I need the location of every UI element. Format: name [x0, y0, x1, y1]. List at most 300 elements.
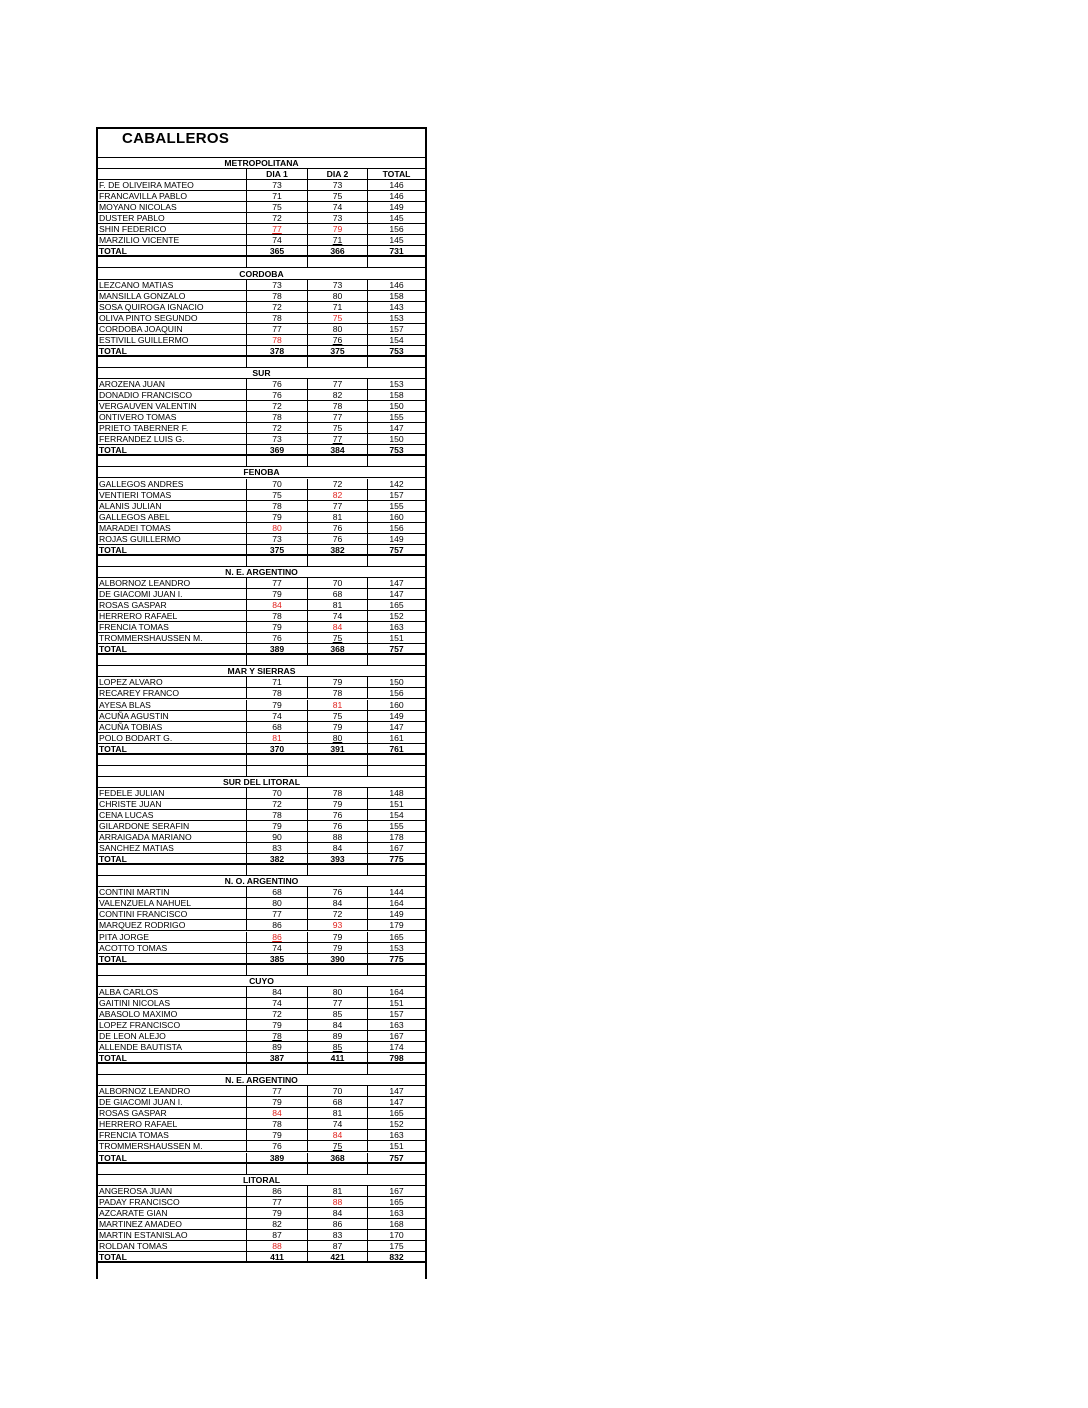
player-name: CONTINI FRANCISCO — [99, 909, 188, 920]
player-name: TROMMERSHAUSSEN M. — [99, 1141, 203, 1152]
score-dia1: 77 — [246, 224, 307, 235]
score-dia2: 81 — [307, 600, 367, 611]
score-dia1: 74 — [246, 711, 307, 722]
score-total: 179 — [367, 920, 425, 931]
column-header-dia1: DIA 1 — [246, 169, 307, 180]
score-dia2: 75 — [307, 191, 367, 202]
score-dia1: 88 — [246, 1241, 307, 1252]
score-dia2: 75 — [307, 633, 367, 644]
score-dia2: 76 — [307, 335, 367, 346]
total-row — [98, 545, 425, 556]
player-row — [98, 1097, 425, 1108]
score-total: 160 — [367, 512, 425, 523]
score-dia1: 71 — [246, 677, 307, 688]
player-name: ROSAS GASPAR — [99, 600, 167, 610]
spacer-row — [98, 965, 425, 976]
score-dia2: 77 — [307, 379, 367, 390]
score-total: 158 — [367, 291, 425, 302]
score-total: 151 — [367, 998, 425, 1009]
score-dia1: 72 — [246, 213, 307, 224]
score-dia2: 81 — [307, 1186, 367, 1197]
player-name: PADAY FRANCISCO — [99, 1196, 180, 1207]
score-total: 164 — [367, 898, 425, 909]
score-total: 163 — [367, 1130, 425, 1141]
spacer-row-cell-3 — [367, 456, 425, 467]
player-row — [98, 943, 425, 954]
player-row — [98, 235, 425, 246]
player-row — [98, 534, 425, 545]
score-dia2: 93 — [307, 920, 367, 931]
player-row — [98, 688, 425, 699]
total-dia1: 375 — [246, 545, 307, 556]
score-dia2: 80 — [307, 324, 367, 335]
spacer-row — [98, 865, 425, 876]
player-row — [98, 1141, 425, 1152]
player-row — [98, 589, 425, 600]
total-dia1: 387 — [246, 1053, 307, 1064]
player-name: ALLENDE BAUTISTA — [99, 1042, 182, 1052]
score-total: 163 — [367, 1208, 425, 1219]
score-total: 167 — [367, 843, 425, 854]
score-dia1: 79 — [246, 622, 307, 633]
player-name: LEZCANO MATIAS — [99, 279, 174, 290]
total-sum: 757 — [367, 1153, 425, 1164]
score-dia2: 79 — [307, 943, 367, 954]
score-total: 155 — [367, 501, 425, 512]
total-dia2: 382 — [307, 545, 367, 556]
player-row — [98, 213, 425, 224]
score-dia1: 82 — [246, 1219, 307, 1230]
spacer-row-cell-1 — [246, 655, 307, 666]
score-dia1: 78 — [246, 291, 307, 302]
score-total: 165 — [367, 1197, 425, 1208]
score-total: 167 — [367, 1031, 425, 1042]
score-dia2: 82 — [307, 490, 367, 501]
spacer-row-cell-2 — [307, 655, 367, 666]
player-name: VALENZUELA NAHUEL — [99, 898, 192, 909]
group-header — [98, 666, 425, 677]
score-total: 153 — [367, 379, 425, 390]
player-name: CONTINI MARTIN — [99, 887, 170, 898]
score-total: 150 — [367, 434, 425, 445]
player-row — [98, 887, 425, 898]
total-dia1: 411 — [246, 1252, 307, 1263]
player-name: ROSAS GASPAR — [99, 1108, 167, 1119]
player-row — [98, 423, 425, 434]
total-row — [98, 445, 425, 456]
total-label: TOTAL — [99, 544, 127, 555]
player-row — [98, 722, 425, 733]
total-dia2: 368 — [307, 644, 367, 655]
score-total: 148 — [367, 788, 425, 799]
player-row — [98, 1031, 425, 1042]
player-row — [98, 280, 425, 291]
score-total: 147 — [367, 1097, 425, 1108]
player-row — [98, 324, 425, 335]
score-dia1: 77 — [246, 1086, 307, 1097]
player-name: OLIVA PINTO SEGUNDO — [99, 312, 198, 323]
player-row — [98, 1219, 425, 1230]
score-total: 147 — [367, 423, 425, 434]
total-dia1: 369 — [246, 445, 307, 456]
score-dia1: 77 — [246, 909, 307, 920]
player-name: AZCARATE GIAN — [99, 1207, 168, 1218]
column-header-total: TOTAL — [367, 169, 425, 180]
group-name: SUR DEL LITORAL — [222, 776, 301, 787]
score-dia2: 71 — [307, 235, 367, 246]
score-dia1: 79 — [246, 1097, 307, 1108]
group-header — [98, 269, 425, 280]
column-header-dia2: DIA 2 — [307, 169, 367, 180]
score-dia2: 81 — [307, 512, 367, 523]
score-total: 151 — [367, 633, 425, 644]
score-dia2: 79 — [307, 932, 367, 943]
group-name: CUYO — [249, 975, 274, 986]
score-total: 152 — [367, 611, 425, 622]
score-dia2: 86 — [307, 1219, 367, 1230]
player-name: ABASOLO MAXIMO — [99, 1008, 178, 1019]
score-dia1: 80 — [246, 898, 307, 909]
score-total: 150 — [367, 677, 425, 688]
player-row — [98, 335, 425, 346]
player-row — [98, 401, 425, 412]
player-name: CENA LUCAS — [99, 809, 154, 820]
results-sheet — [96, 127, 427, 1279]
player-row — [98, 821, 425, 832]
spacer-row-cell-2 — [307, 357, 367, 368]
player-row — [98, 1208, 425, 1219]
score-total: 160 — [367, 700, 425, 711]
total-dia2: 384 — [307, 445, 367, 456]
spacer-row-cell-1 — [246, 865, 307, 876]
player-name: ALBORNOZ LEANDRO — [99, 577, 191, 588]
score-dia2: 88 — [307, 1197, 367, 1208]
score-total: 146 — [367, 180, 425, 191]
score-dia2: 75 — [307, 1141, 367, 1152]
spacer-row-cell-1 — [246, 257, 307, 268]
player-row — [98, 898, 425, 909]
score-total: 147 — [367, 1086, 425, 1097]
score-dia2: 72 — [307, 909, 367, 920]
player-name: FEDELE JULIAN — [99, 787, 165, 798]
player-name: AYESA BLAS — [99, 699, 151, 710]
score-total: 163 — [367, 622, 425, 633]
score-dia1: 84 — [246, 600, 307, 611]
score-dia1: 83 — [246, 843, 307, 854]
score-dia1: 78 — [246, 810, 307, 821]
score-dia2: 79 — [307, 799, 367, 810]
group-header — [98, 976, 425, 987]
total-row — [98, 1153, 425, 1164]
spacer-row-cell-2 — [307, 1064, 367, 1075]
total-sum: 798 — [367, 1053, 425, 1064]
score-dia2: 77 — [307, 501, 367, 512]
score-total: 178 — [367, 832, 425, 843]
score-dia1: 86 — [246, 920, 307, 931]
score-total: 164 — [367, 987, 425, 998]
score-dia1: 90 — [246, 832, 307, 843]
group-name: FENOBA — [243, 467, 280, 478]
score-dia1: 80 — [246, 523, 307, 534]
score-dia1: 78 — [246, 501, 307, 512]
player-row — [98, 611, 425, 622]
score-total: 157 — [367, 1009, 425, 1020]
group-name: LITORAL — [242, 1174, 281, 1185]
score-dia2: 78 — [307, 788, 367, 799]
player-name: CORDOBA JOAQUIN — [99, 323, 183, 334]
spacer-row-cell-3 — [367, 755, 425, 766]
score-total: 157 — [367, 324, 425, 335]
score-total: 155 — [367, 821, 425, 832]
player-row — [98, 832, 425, 843]
score-dia2: 84 — [307, 1208, 367, 1219]
total-sum: 753 — [367, 445, 425, 456]
score-total: 150 — [367, 401, 425, 412]
score-dia2: 76 — [307, 534, 367, 545]
spacer-row-cell-3 — [367, 1164, 425, 1175]
score-dia1: 76 — [246, 390, 307, 401]
page-title: CABALLEROS — [122, 130, 230, 147]
score-dia2: 79 — [307, 722, 367, 733]
score-dia2: 72 — [307, 479, 367, 490]
score-dia1: 86 — [246, 1186, 307, 1197]
score-total: 146 — [367, 280, 425, 291]
player-name: MARTINEZ AMADEO — [99, 1218, 182, 1229]
group-name: N. E. ARGENTINO — [225, 566, 298, 577]
score-total: 158 — [367, 390, 425, 401]
score-total: 149 — [367, 202, 425, 213]
score-dia2: 82 — [307, 390, 367, 401]
player-row — [98, 1130, 425, 1141]
player-row — [98, 523, 425, 534]
score-total: 153 — [367, 943, 425, 954]
score-dia2: 84 — [307, 1130, 367, 1141]
player-row — [98, 633, 425, 644]
spacer-row-cell-1 — [246, 357, 307, 368]
total-dia1: 365 — [246, 246, 307, 257]
score-total: 174 — [367, 1042, 425, 1053]
spacer-row — [98, 1064, 425, 1075]
score-dia1: 79 — [246, 1020, 307, 1031]
group-header — [98, 876, 425, 887]
score-dia1: 78 — [246, 1119, 307, 1130]
score-total: 175 — [367, 1241, 425, 1252]
player-name: MOYANO NICOLAS — [99, 202, 177, 213]
score-dia2: 81 — [307, 700, 367, 711]
player-name: SHIN FEDERICO — [99, 224, 167, 235]
score-dia2: 76 — [307, 810, 367, 821]
score-total: 152 — [367, 1119, 425, 1130]
spacer-row-cell-3 — [367, 1064, 425, 1075]
score-dia2: 73 — [307, 213, 367, 224]
spacer-row-cell-2 — [307, 556, 367, 567]
score-dia1: 75 — [246, 490, 307, 501]
player-name: ARRAIGADA MARIANO — [99, 832, 192, 842]
player-row — [98, 512, 425, 523]
total-dia1: 389 — [246, 644, 307, 655]
spacer-row-cell-3 — [367, 655, 425, 666]
player-row — [98, 490, 425, 501]
total-dia2: 411 — [307, 1053, 367, 1064]
player-row — [98, 733, 425, 744]
score-dia1: 86 — [246, 932, 307, 943]
score-dia1: 79 — [246, 1208, 307, 1219]
score-dia2: 73 — [307, 280, 367, 291]
group-name: CORDOBA — [239, 268, 284, 279]
score-dia2: 74 — [307, 611, 367, 622]
score-dia2: 89 — [307, 1031, 367, 1042]
score-total: 165 — [367, 932, 425, 943]
score-dia1: 75 — [246, 202, 307, 213]
total-sum: 753 — [367, 346, 425, 357]
total-label: TOTAL — [99, 854, 127, 865]
total-sum: 761 — [367, 744, 425, 755]
score-dia1: 76 — [246, 1141, 307, 1152]
group-header — [98, 467, 425, 478]
total-label: TOTAL — [99, 1152, 127, 1163]
spacer-row-cell-3 — [367, 257, 425, 268]
score-dia2: 80 — [307, 733, 367, 744]
player-name: HERRERO RAFAEL — [99, 1119, 178, 1130]
player-row — [98, 987, 425, 998]
total-sum: 757 — [367, 644, 425, 655]
score-total: 143 — [367, 302, 425, 313]
player-name: TROMMERSHAUSSEN M. — [99, 633, 203, 644]
total-sum: 832 — [367, 1252, 425, 1263]
player-row — [98, 799, 425, 810]
score-dia1: 70 — [246, 788, 307, 799]
player-row — [98, 313, 425, 324]
spacer-row-cell-1 — [246, 965, 307, 976]
player-row — [98, 920, 425, 931]
total-row — [98, 954, 425, 965]
player-row — [98, 700, 425, 711]
score-total: 155 — [367, 412, 425, 423]
score-dia1: 72 — [246, 401, 307, 412]
total-label: TOTAL — [99, 743, 127, 754]
spacer-row-cell-2 — [307, 865, 367, 876]
player-row — [98, 191, 425, 202]
player-row — [98, 1186, 425, 1197]
score-dia1: 78 — [246, 611, 307, 622]
player-row — [98, 434, 425, 445]
player-row — [98, 202, 425, 213]
spacer-row-cell-1 — [246, 456, 307, 467]
player-name: DUSTER PABLO — [99, 213, 165, 224]
player-name: POLO BODART G. — [99, 732, 173, 743]
score-dia2: 71 — [307, 302, 367, 313]
spacer-row-cell-1 — [246, 755, 307, 766]
spacer-row-cell-3 — [367, 766, 425, 777]
spacer-row — [98, 257, 425, 268]
player-name: PITA JORGE — [99, 931, 149, 942]
player-name: ALBA CARLOS — [99, 986, 159, 997]
score-dia1: 72 — [246, 423, 307, 434]
spacer-row — [98, 1164, 425, 1175]
score-total: 157 — [367, 490, 425, 501]
total-sum: 731 — [367, 246, 425, 257]
total-label: TOTAL — [99, 246, 127, 257]
score-dia1: 79 — [246, 512, 307, 523]
spacer-row — [98, 456, 425, 467]
spacer-row-cell-1 — [246, 556, 307, 567]
total-dia1: 389 — [246, 1153, 307, 1164]
player-row — [98, 1197, 425, 1208]
total-label: TOTAL — [99, 445, 127, 456]
score-dia2: 70 — [307, 578, 367, 589]
player-name: GALLEGOS ABEL — [99, 511, 170, 522]
player-row — [98, 1119, 425, 1130]
score-dia1: 72 — [246, 302, 307, 313]
score-dia1: 74 — [246, 943, 307, 954]
spacer-row-cell-1 — [246, 1164, 307, 1175]
score-total: 156 — [367, 523, 425, 534]
spacer-row-cell-3 — [367, 865, 425, 876]
spacer-row-cell-2 — [307, 456, 367, 467]
player-row — [98, 1042, 425, 1053]
player-name: CHRISTE JUAN — [99, 798, 162, 809]
group-name: N. O. ARGENTINO — [224, 876, 299, 887]
player-name: F. DE OLIVEIRA MATEO — [99, 180, 194, 191]
score-dia1: 78 — [246, 335, 307, 346]
score-total: 165 — [367, 1108, 425, 1119]
total-row — [98, 644, 425, 655]
player-row — [98, 224, 425, 235]
player-row — [98, 810, 425, 821]
score-total: 142 — [367, 479, 425, 490]
score-dia1: 84 — [246, 1108, 307, 1119]
score-dia1: 78 — [246, 1031, 307, 1042]
score-dia1: 73 — [246, 180, 307, 191]
total-dia2: 366 — [307, 246, 367, 257]
total-row — [98, 246, 425, 257]
score-dia2: 84 — [307, 898, 367, 909]
player-name: GILARDONE SERAFIN — [99, 821, 190, 831]
score-total: 147 — [367, 589, 425, 600]
score-total: 145 — [367, 213, 425, 224]
score-dia2: 75 — [307, 313, 367, 324]
score-dia2: 85 — [307, 1009, 367, 1020]
score-dia2: 81 — [307, 1108, 367, 1119]
score-total: 161 — [367, 733, 425, 744]
player-row — [98, 998, 425, 1009]
player-name: LOPEZ FRANCISCO — [99, 1019, 181, 1030]
total-label: TOTAL — [99, 1251, 127, 1262]
spacer-row — [98, 655, 425, 666]
score-dia2: 78 — [307, 401, 367, 412]
score-total: 154 — [367, 335, 425, 346]
total-dia1: 370 — [246, 744, 307, 755]
player-name: ESTIVILL GUILLERMO — [99, 334, 189, 345]
score-dia2: 80 — [307, 291, 367, 302]
player-name: VENTIERI TOMAS — [99, 489, 172, 500]
score-dia2: 85 — [307, 1042, 367, 1053]
score-dia2: 74 — [307, 1119, 367, 1130]
group-header — [98, 1175, 425, 1186]
score-dia1: 77 — [246, 578, 307, 589]
player-row — [98, 390, 425, 401]
score-total: 154 — [367, 810, 425, 821]
score-dia2: 80 — [307, 987, 367, 998]
score-dia1: 77 — [246, 324, 307, 335]
spacer-row — [98, 556, 425, 567]
player-name: GALLEGOS ANDRES — [99, 478, 184, 489]
player-row — [98, 843, 425, 854]
score-dia2: 76 — [307, 523, 367, 534]
score-total: 156 — [367, 224, 425, 235]
player-name: MARADEI TOMAS — [99, 522, 171, 533]
player-name: MANSILLA GONZALO — [99, 290, 186, 301]
